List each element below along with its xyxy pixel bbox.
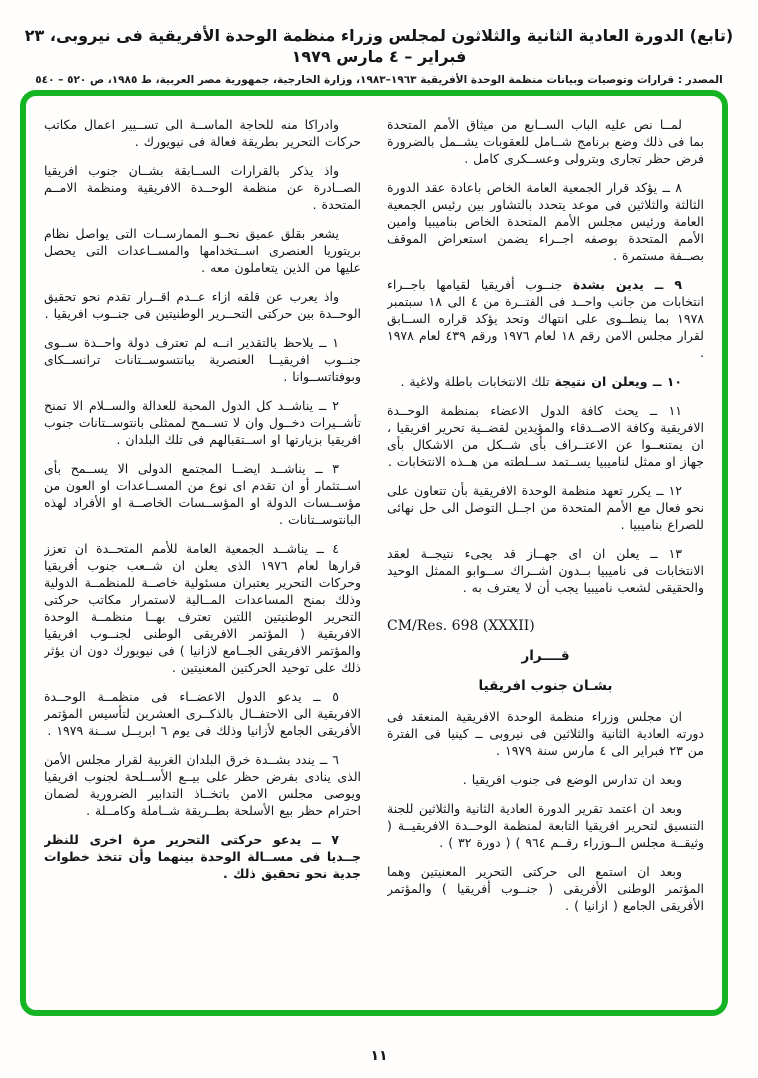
paragraph: ٢ ــ يناشــد كل الدول المحبة للعدالة والســلام الا تمنح تأشــيرات دخــول وان لا تســمح لممثلى بانتوســتانات جنوب افريقيا بزيارتها او اســتقبالهم فى تلك البلدان .	[44, 398, 361, 447]
session-title: (تابع) الدورة العادية الثانية والثلاثون لمجلس وزراء منظمة الوحدة الأفريقية فى نيروبى، ٢٣ فبراير – ٤ مارس ١٩٧٩	[24, 26, 734, 66]
paragraph: ٣ ــ يناشــد ايضــا المجتمع الدولى الا يســمح بأى اســتثمار أو ان تقدم اى نوع من المســاعدات او العون من مؤســسات الدولة او المؤســسات الخاصــة او الأفراد لهذه البانتوســتانات .	[44, 461, 361, 527]
resolution-reference: CM/Res. 698 (XXXII)	[387, 618, 535, 634]
paragraph: وبعد ان تدارس الوضع فى جنوب افريقيا .	[462, 772, 682, 787]
paragraph: ١٢ ــ يكرر تعهد منظمة الوحدة الافريقية بأن تتعاون على نحو فعال مع الأمم المتحدة من اجــل التوصل الى حل نهائى للصراع بناميبيا .	[387, 483, 704, 532]
two-column-layout	[26, 96, 722, 1010]
column-right	[387, 116, 704, 1000]
paragraph: ٦ ــ يندد بشــدة خرق البلدان الغربية لقرار مجلس الأمن الذى ينادى بفرض حظر على بيــع الأســلحة لجنوب افريقيا ويوصى مجلس الامن باتخــاذ التدابير الضرورية لضمان احترام حظر بيع الأسلحة بطــريقة شــاملة وكامــلة .	[44, 752, 361, 818]
page-number: ١١	[370, 1048, 388, 1064]
content-border-box	[20, 90, 728, 1016]
paragraph: واذ يعرب عن قلقه ازاء عــدم اقــرار تقدم نحو تحقيق الوحــدة بين حركتى التحــرير الوطنيتين فى جنــوب افريقيا .	[44, 289, 361, 321]
paragraph: لمــا نص عليه الباب الســابع من ميثاق الأمم المتحدة بما فى ذلك وضع برنامج شــامل للعقوبات يشــمل بالضرورة فرض حظر تجارى وبترولى وعســكرى كامل .	[387, 117, 704, 166]
paragraph: ١٠ ــ ويعلن ان نتيجة تلك الانتخابات باطلة ولاغية .	[400, 374, 682, 389]
paragraph: ١١ ــ يحث كافة الدول الاعضاء بمنظمة الوحــدة الافريقية وكافة الاصــدقاء والمؤيدين لقضــية تحرير افريقيا ، ان يمتنعــوا عن الاعتــراف بأى شــكل من الاشكال بأى جهاز او ممثل لناميبيا يســتمد ســلطته من هــذه الانتخابات .	[387, 403, 704, 469]
paragraph: وبعد ان استمع الى حركتى التحرير المعنيتين وهما المؤتمر الوطنى الأفريقى ( جنــوب أفريقيا ) والمؤتمر الأفريقى الجامع ( ازانيا ) .	[387, 864, 704, 913]
section-heading: بشـان جنوب افريقيا	[478, 678, 613, 694]
page-header	[0, 0, 758, 86]
section-heading: قــــرار	[521, 648, 570, 664]
paragraph: ان مجلس وزراء منظمة الوحدة الافريقية المنعقد فى دورته العادية الثانية والثلاثين فى نيروبى ــ كينيا فى الفترة من ٢٣ فبراير الى ٤ مارس سنة ١٩٧٩ .	[387, 709, 704, 758]
paragraph: ٥ ــ يدعو الدول الاعضــاء فى منظمــة الوحــدة الافريقية الى الاحتفــال بالذكــرى العشرين لتأسيس المؤتمر الأفريقى الجامع لأزانيا وذلك فى يوم ٦ ابريــل ســنة ١٩٧٩ .	[44, 689, 361, 738]
paragraph: وبعد ان اعتمد تقرير الدورة العادية الثانية والثلاثين للجنة التنسيق لتحرير افريقيا التابعة لمنظمة الوحــدة الافريقيــة ( وثيقــة مجلس الــوزراء رقــم ٩٦٤ ) ( دورة ٣٢ ) .	[387, 801, 704, 850]
paragraph: يشعر بقلق عميق نحــو الممارســات التى يواصل نظام بريتوريا العنصرى اســتخدامها والمســاعدات التى يحصل عليها من الذين يتعاملون معه .	[44, 226, 361, 275]
paragraph: ٩ ــ يدين بشدة جنــوب أفريقيا لقيامها باجــراء انتخابات من جانب واحــد فى الفتــرة من ٤ الى ١٨ سبتمبر ١٩٧٨ بما ينطــوى على انتهاك وتحد يؤكد قراره الســابق لقرار مجلس الامن رقم ١٨ لعام ١٩٧٦ ورقم ٤٣٩ لعام ١٩٧٨ .	[387, 277, 704, 360]
paragraph: ٧ ــ يدعو حركتى التحرير مرة اخرى للنظر جــديا فى مســالة الوحدة بينهما وأن تتخذ خطوات جدية نحو تحقيق ذلك .	[44, 832, 361, 881]
paragraph: ٤ ــ يناشــد الجمعية العامة للأمم المتحــدة ان تعزز قرارها لعام ١٩٧٦ الذى يعلن ان شــعب جنوب أفريقيا وحركات التحرير يعتبران مسئولية خاصــة للمنظمــة الدولية وذلك بمنح المساعدات المــالية لاستمرار مكاتب حركتى التحرير الوطنيتين اللتين تعترف بهــا منظمــة الوحدة الافريقية ( المؤتمر الافريقى الوطنى لجنــوب افريقيا والمؤتمر الافريقى الجــامع لازانيا ) فى نيويورك دون ان يؤثر ذلك على توحيد الحركتين المعنيتين .	[44, 541, 361, 675]
paragraph: وادراكا منه للحاجة الماســة الى تســيير اعمال مكاتب حركات التحرير بطريقة فعالة فى نيويورك .	[44, 117, 361, 149]
paragraph: ١٣ ــ يعلن ان اى جهــاز قد يجىء نتيجــة لعقد الانتخابات فى ناميبيا بــدون اشــراك ســوابو الممثل الوحيد والحقيقى لشعب ناميبيا يجب أن لا يعترف به .	[387, 546, 704, 595]
paragraph: واذ يذكر بالقرارات الســابقة بشــان جنوب افريقيا الصــادرة عن منظمة الوحــدة الافريقية ومنظمة الامــم المتحدة .	[44, 163, 361, 212]
paragraph: ٨ ــ يؤكد قرار الجمعية العامة الخاص باعادة عقد الدورة الثالثة والثلاثين فى موعد يتحدد بالتشاور بين رئيس الجمعية العامة ورئيس مجلس الأمم المتحدة الخاص بناميبيا وامين الأمم المتحدة بوصفه اجــراء يضمن استعراض الموقف بصــفة مستمرة .	[387, 180, 704, 263]
column-left	[44, 116, 361, 1000]
paragraph: ١ ــ يلاحظ بالتقدير انــه لم تعترف دولة واحــدة ســوى جنــوب افريقيــا العنصرية ببانتسوســتانات ترانســكاى وبوفتاتســوانا .	[44, 335, 361, 384]
source-line: المصدر : قرارات وتوصيات وبيانات منظمة الوحدة الأفريقية ١٩٦٣–١٩٨٣، وزارة الخارجية، جمهورية مصر العربية، ط ١٩٨٥، ص ٥٢٠ – ٥٤٠	[35, 73, 723, 86]
